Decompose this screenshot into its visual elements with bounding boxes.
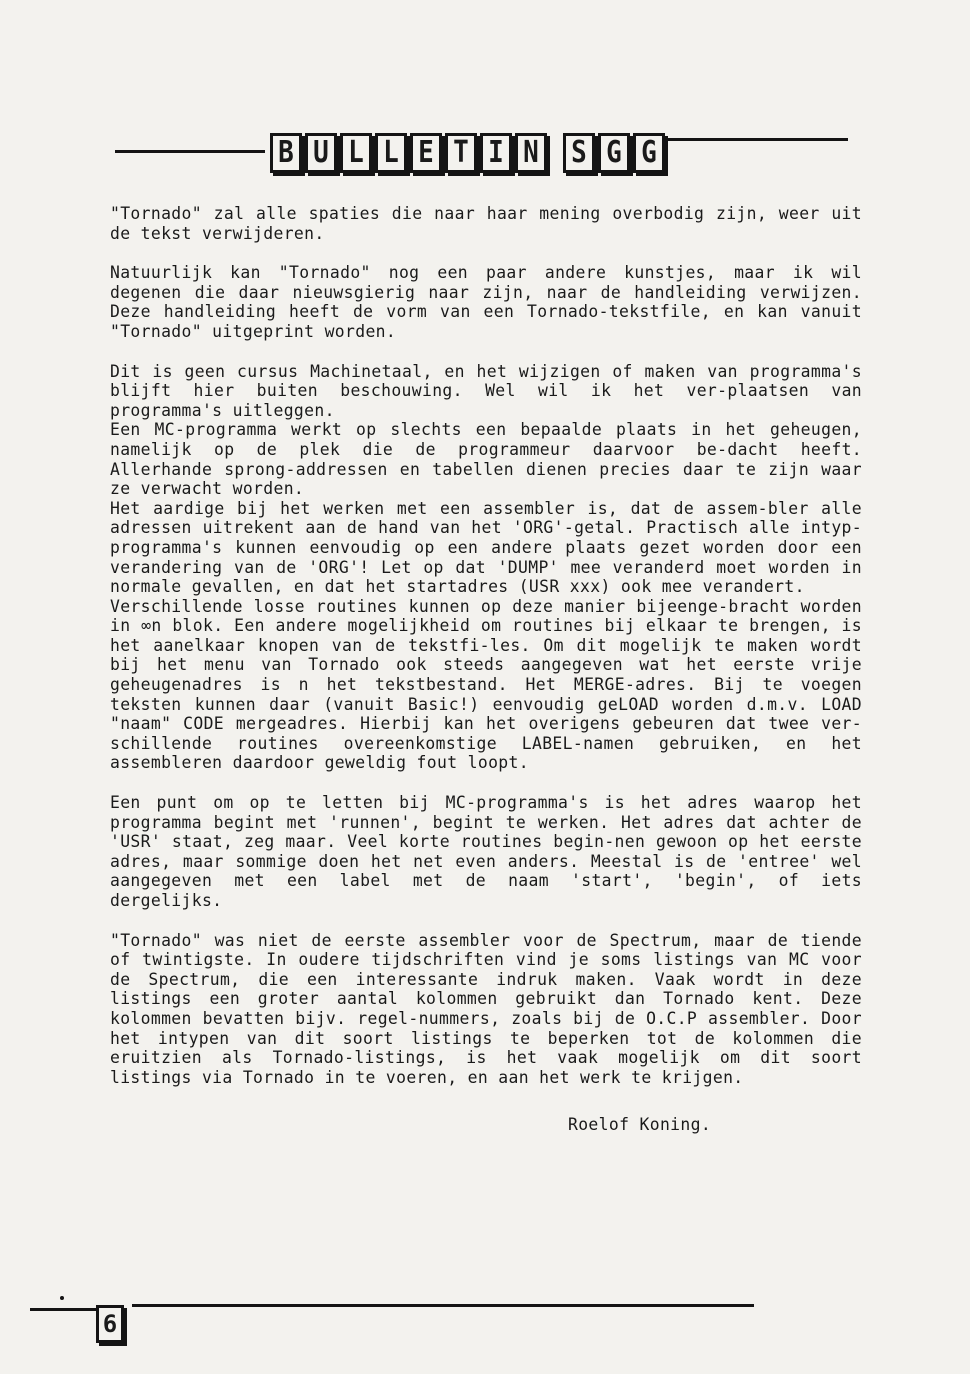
paragraph: Verschillende losse routines kunnen op deze manier bijeenge-bracht worden in ∞n blok. Een andere mogelijkheid om routines bij elkaar te brengen, is het aanelkaar knopen van de tekstfi-les. Om dit mogelijk te maken wordt bij het menu van Tornado ook steeds aangegeven wat het eerste vrije geheugenadres is n het tekstbestand. Het MERGE-adres. Bij te voegen teksten kunnen daar (vanuit Basic!) eenvoudig geLOAD worden d.m.v. LOAD "naam" CODE mergeadres. Hierbij kan het overigens gebeuren dat twee ver-schillende routines overeenkomstige LABEL-namen gebruiken, en het assembleren daardoor geweldig fout loopt. bbox=[110, 596, 862, 773]
paragraph: Een MC-programma werkt op slechts een bepaalde plaats in het geheugen, namelijk op de plek die de programmeur daarvoor be-dacht heeft. Allerhande sprong-addressen en tabellen dienen precies daar te zijn waar ze verwacht worden. bbox=[110, 420, 862, 499]
masthead-letter: U bbox=[305, 133, 337, 173]
footer-rule-right bbox=[132, 1304, 754, 1307]
paragraph: "Tornado" zal alle spaties die naar haar mening overbodig zijn, weer uit de tekst verwijderen. bbox=[110, 204, 862, 243]
masthead-letter: B bbox=[270, 133, 302, 173]
paragraph: Dit is geen cursus Machinetaal, en het wijzigen of maken van programma's blijft hier buiten beschouwing. Wel wil ik het ver-plaatsen van programma's uitleggen. bbox=[110, 361, 862, 420]
masthead-letter: L bbox=[375, 133, 407, 173]
masthead-letter: I bbox=[480, 133, 512, 173]
masthead-word-bulletin bbox=[270, 133, 547, 173]
paragraph: Een punt om op te letten bij MC-programma's is het adres waarop het programma begint met 'runnen', begint te werken. Het adres dat achter de 'USR' staat, zeg maar. Veel korte routines begin-nen gewoon op het eerste adres, maar sommige doen het net even anders. Meestal is de 'entree' wel aangegeven met een label met de naam 'start', 'begin', of iets dergelijks. bbox=[110, 793, 862, 910]
footer-dot bbox=[60, 1296, 64, 1300]
header-rule-right bbox=[656, 138, 848, 141]
author-signature: Roelof Koning. bbox=[568, 1115, 712, 1135]
footer-rule-left bbox=[30, 1308, 98, 1311]
article-body bbox=[110, 204, 862, 1135]
masthead-letter: S bbox=[563, 133, 595, 173]
paragraph: Natuurlijk kan "Tornado" nog een paar andere kunstjes, maar ik wil degenen die daar nieuwsgierig naar zijn, naar de handleiding verwijzen. Deze handleiding heeft de vorm van een Tornado-tekstfile, en kan vanuit "Tornado" uitgeprint worden. bbox=[110, 263, 862, 341]
masthead-letter: G bbox=[633, 133, 665, 173]
masthead-letter: T bbox=[445, 133, 477, 173]
masthead-letter: N bbox=[515, 133, 547, 173]
masthead-word-sgg bbox=[563, 133, 665, 173]
paragraph: Het aardige bij het werken met een assembler is, dat de assem-bler alle adressen uitrekent aan de hand van het 'ORG'-getal. Practisch alle intyp-programma's kunnen eenvoudig op een andere plaats gezet worden door een verandering van de 'ORG'! Let op dat 'DUMP' mee veranderd moet worden in normale gevallen, en dat het startadres (USR xxx) ook mee verandert. bbox=[110, 498, 862, 597]
page-number: 6 bbox=[96, 1305, 124, 1343]
header-rule-left bbox=[115, 150, 265, 153]
masthead-letter: G bbox=[598, 133, 630, 173]
masthead-letter: E bbox=[410, 133, 442, 173]
masthead-logo bbox=[270, 133, 665, 173]
paragraph: "Tornado" was niet de eerste assembler voor de Spectrum, maar de tiende of twintigste. In oudere tijdschriften vind je soms listings van MC voor de Spectrum, die een interessante indruk maken. Vaak wordt in deze listings een groter aantal kolommen gebruikt dan Tornado kent. Deze kolommen bevatten bijv. regel-nummers, zoals bij de O.C.P assembler. Door het intypen van dit soort listings te beperken tot de kolommen die eruitzien als Tornado-listings, is het vaak mogelijk om dit soort listings via Tornado in te voeren, en aan het werk te krijgen. bbox=[110, 930, 862, 1087]
masthead-letter: L bbox=[340, 133, 372, 173]
